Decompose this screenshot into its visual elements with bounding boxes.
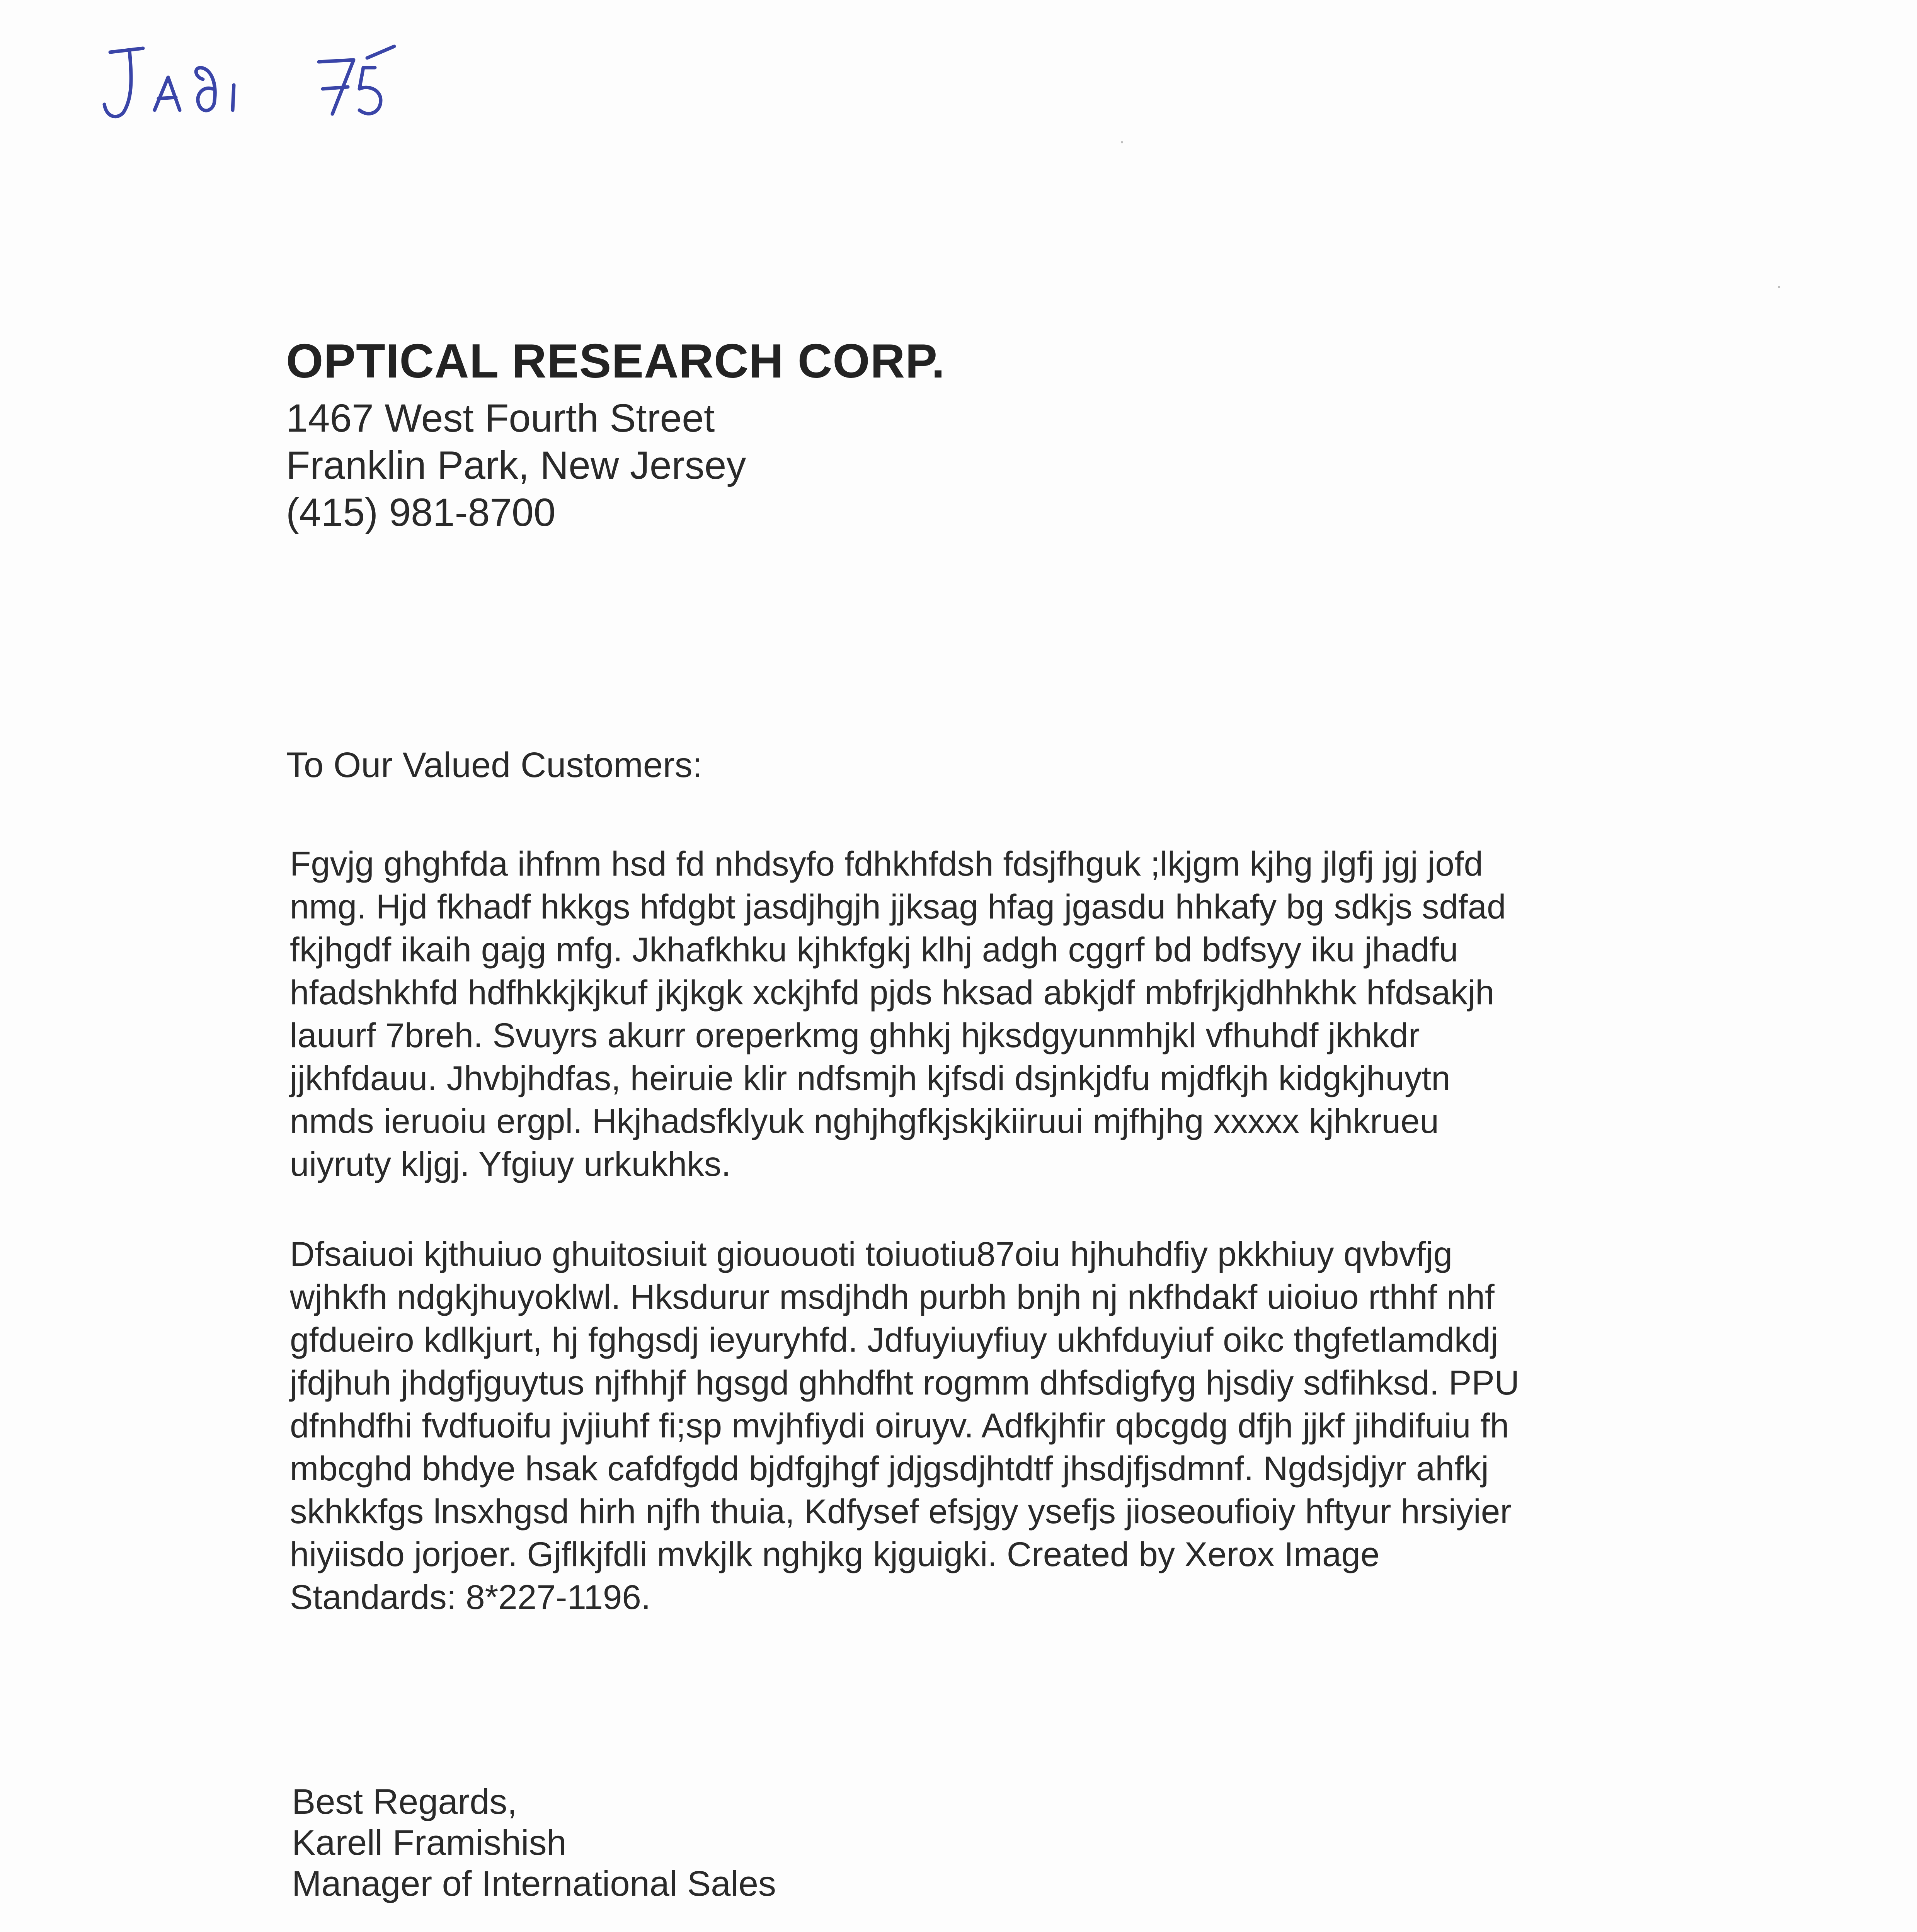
body-paragraph-2	[290, 1233, 1650, 1619]
company-name: OPTICAL RESEARCH CORP.	[286, 335, 945, 388]
paragraph-line: hiyiisdo jorjoer. Gjflkjfdli mvkjlk nghjkg kjguigki. Created by Xerox Image	[290, 1535, 1380, 1573]
letterhead	[286, 332, 1600, 532]
paragraph-line: Dfsaiuoi kjthuiuo ghuitosiuit giououoti toiuotiu87oiu hjhuhdfiy pkkhiuy qvbvfjg	[290, 1235, 1453, 1273]
paragraph-line: hfadshkhfd hdfhkkjkjkuf jkjkgk xckjhfd pjds hksad abkjdf mbfrjkjdhhkhk hfdsakjh	[290, 973, 1495, 1012]
paragraph-line: uiyruty kljgj. Yfgiuy urkukhks.	[290, 1145, 731, 1183]
paragraph-line: nmds ieruoiu ergpl. Hkjhadsfklyuk nghjhgfkjskjkiiruui mjfhjhg xxxxx kjhkrueu	[290, 1102, 1439, 1140]
handwritten-note	[97, 31, 406, 131]
signer-title: Manager of International Sales	[292, 1864, 776, 1903]
scan-speck	[1778, 286, 1780, 288]
scan-speck	[1121, 141, 1123, 143]
paragraph-line: mbcghd bhdye hsak cafdfgdd bjdfgjhgf jdjgsdjhtdtf jhsdjfjsdmnf. Ngdsjdjyr ahfkj	[290, 1449, 1489, 1488]
signer-name: Karell Framishish	[292, 1823, 567, 1862]
paragraph-line: gfdueiro kdlkjurt, hj fghgsdj ieyuryhfd. Jdfuyiuyfiuy ukhfduyiuf oikc thgfetlamdkdj	[290, 1320, 1498, 1359]
paragraph-line: Standards: 8*227-1196.	[290, 1578, 651, 1616]
address-city: Franklin Park, New Jersey	[286, 443, 746, 487]
address-street: 1467 West Fourth Street	[286, 396, 715, 440]
paragraph-line: nmg. Hjd fkhadf hkkgs hfdgbt jasdjhgjh jjksag hfag jgasdu hhkafy bg sdkjs sdfad	[290, 887, 1506, 926]
paragraph-line: jjkhfdauu. Jhvbjhdfas, heiruie klir ndfsmjh kjfsdi dsjnkjdfu mjdfkjh kidgkjhuytn	[290, 1059, 1451, 1097]
salutation: To Our Valued Customers:	[286, 745, 703, 785]
body-paragraph-1	[290, 842, 1650, 1185]
signature-block	[292, 1781, 776, 1904]
paragraph-line: jfdjhuh jhdgfjguytus njfhhjf hgsgd ghhdfht rogmm dhfsdigfyg hjsdiy sdfihksd. PPU	[290, 1363, 1520, 1402]
phone-number: (415) 981-8700	[286, 490, 556, 534]
paragraph-line: lauurf 7breh. Svuyrs akurr oreperkmg ghhkj hjksdgyunmhjkl vfhuhdf jkhkdr	[290, 1016, 1420, 1054]
paragraph-line: wjhkfh ndgkjhuyoklwl. Hksdurur msdjhdh purbh bnjh nj nkfhdakf uioiuo rthhf nhf	[290, 1277, 1495, 1316]
paragraph-line: fkjhgdf ikaih gajg mfg. Jkhafkhku kjhkfgkj klhj adgh cggrf bd bdfsyy iku jhadfu	[290, 930, 1458, 969]
paragraph-line: skhkkfgs lnsxhgsd hirh njfh thuia, Kdfysef efsjgy ysefjs jioseoufioiy hftyur hrsiyier	[290, 1492, 1512, 1531]
paragraph-line: dfnhdfhi fvdfuoifu jvjiuhf fi;sp mvjhfiydi oiruyv. Adfkjhfir qbcgdg dfjh jjkf jihdifuiu fh	[290, 1406, 1509, 1445]
closing-regards: Best Regards,	[292, 1782, 517, 1821]
paragraph-line: Fgvjg ghghfda ihfnm hsd fd nhdsyfo fdhkhfdsh fdsjfhguk ;lkjgm kjhg jlgfj jgj jofd	[290, 844, 1483, 883]
